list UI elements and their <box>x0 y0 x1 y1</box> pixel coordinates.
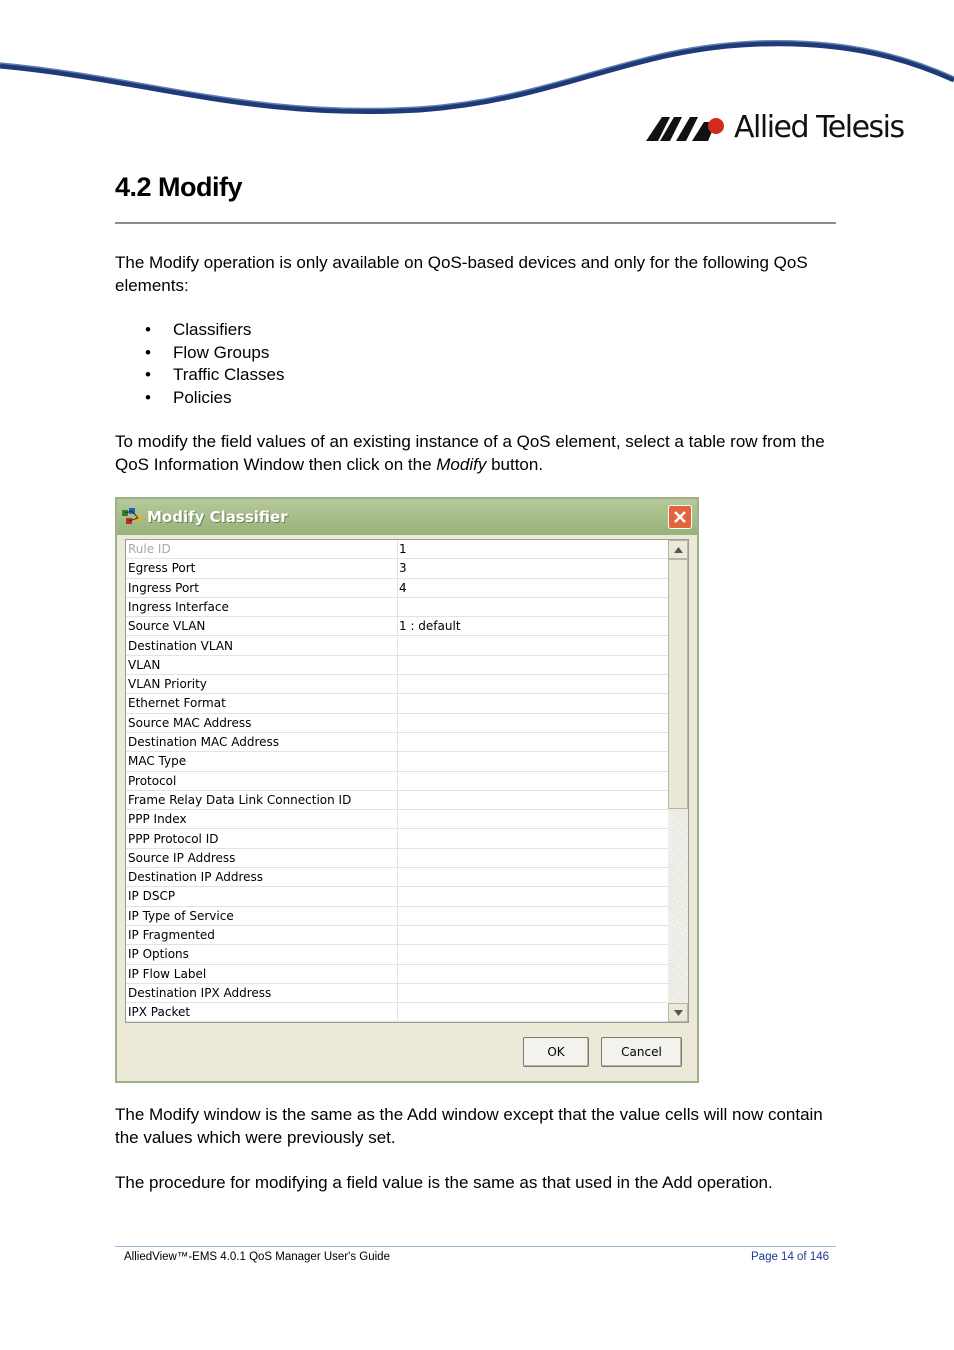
table-row[interactable] <box>126 791 668 810</box>
table-row[interactable] <box>126 733 668 752</box>
field-value-cell[interactable] <box>397 849 669 867</box>
table-row[interactable] <box>126 1003 668 1022</box>
closing-paragraph-1: The Modify window is the same as the Add window except that the value cells will now contain the values which were previously set. <box>115 1105 823 1147</box>
field-value-cell[interactable] <box>397 598 669 616</box>
field-name-cell: IPX Packet <box>128 1005 191 1020</box>
field-name-cell: IP Fragmented <box>128 928 215 942</box>
scroll-track[interactable] <box>668 809 688 1003</box>
field-value-cell[interactable] <box>397 733 669 751</box>
table-row[interactable] <box>126 559 668 578</box>
table-row[interactable] <box>126 617 668 636</box>
field-name-cell: MAC Type <box>128 754 187 769</box>
table-row[interactable] <box>126 598 668 617</box>
field-name-cell: Source MAC Address <box>128 715 252 730</box>
intro-paragraph: The Modify operation is only available on QoS-based devices and only for the following QoS elements: <box>115 253 808 295</box>
field-name-cell: Egress Port <box>128 561 196 576</box>
bullet-icon: • <box>145 387 151 407</box>
table-row[interactable] <box>126 656 668 675</box>
table-row[interactable] <box>126 984 668 1003</box>
field-value-cell[interactable] <box>397 810 669 828</box>
field-name-cell: Ingress Port <box>128 580 199 595</box>
table-row[interactable] <box>126 714 668 733</box>
table-row[interactable] <box>126 675 668 694</box>
footer-page-number: Page 14 of 146 <box>751 1251 830 1263</box>
company-logo <box>646 108 904 148</box>
modify-emphasis: Modify <box>436 454 487 474</box>
field-name-cell: Source IP Address <box>128 850 236 865</box>
app-icon <box>122 508 142 526</box>
cancel-button[interactable]: Cancel <box>601 1037 682 1067</box>
arrow-up-icon <box>674 547 683 553</box>
field-name-cell: Destination IPX Address <box>128 985 272 1000</box>
arrow-down-icon <box>674 1010 683 1016</box>
table-row[interactable] <box>126 830 668 849</box>
field-name-cell: IP Flow Label <box>128 966 207 981</box>
field-value-cell[interactable] <box>397 656 669 674</box>
field-name-cell: IP DSCP <box>128 889 176 904</box>
table-row[interactable] <box>126 772 668 791</box>
field-value-cell[interactable] <box>397 1003 669 1021</box>
table-row[interactable] <box>126 965 668 984</box>
logo-wordmark: Allied Telesis <box>734 110 904 145</box>
field-value-cell[interactable] <box>397 675 669 693</box>
field-name-cell: PPP Index <box>128 812 187 827</box>
field-name-cell: IP Options <box>128 947 189 962</box>
field-value-cell[interactable]: 1 <box>397 540 669 558</box>
field-value-cell[interactable] <box>397 868 669 886</box>
footer-document-title: AlliedView™-EMS 4.0.1 QoS Manager User's Guide <box>124 1251 390 1263</box>
title-divider <box>115 222 836 224</box>
field-value-cell[interactable] <box>397 772 669 790</box>
table-row[interactable] <box>126 810 668 829</box>
list-item: • Flow Groups <box>145 342 284 365</box>
field-value-cell[interactable] <box>397 714 669 732</box>
table-row[interactable] <box>126 540 668 559</box>
table-row[interactable] <box>126 868 668 887</box>
table-row[interactable] <box>126 907 668 926</box>
close-icon <box>672 509 688 525</box>
footer-divider <box>115 1246 836 1247</box>
field-value-cell[interactable] <box>397 887 669 905</box>
field-name-cell: Source VLAN <box>128 619 206 634</box>
table-row[interactable] <box>126 945 668 964</box>
list-item: • Policies <box>145 387 284 410</box>
section-title: 4.2 Modify <box>115 172 243 202</box>
table-row[interactable] <box>126 579 668 598</box>
dialog-titlebar[interactable] <box>117 499 697 535</box>
list-item: • Classifiers <box>145 319 284 342</box>
classifier-fields-table <box>125 539 689 1023</box>
field-name-cell: Ingress Interface <box>128 599 229 614</box>
instruction-paragraph: To modify the field values of an existing instance of a QoS element, select a table row from the QoS Information Window then click on the Modify button. <box>115 432 825 474</box>
ok-button[interactable]: OK <box>523 1037 589 1067</box>
field-value-cell[interactable] <box>397 926 669 944</box>
table-row[interactable] <box>126 752 668 771</box>
field-name-cell: VLAN Priority <box>128 677 207 692</box>
field-name-cell: Destination VLAN <box>128 638 234 653</box>
vertical-scrollbar[interactable] <box>668 540 688 1022</box>
field-name-cell: Destination MAC Address <box>128 735 280 749</box>
field-name-cell: Rule ID <box>128 542 171 556</box>
field-value-cell[interactable] <box>397 984 669 1002</box>
scroll-up-button[interactable] <box>668 540 688 559</box>
qos-element-list <box>145 319 284 409</box>
field-value-cell[interactable] <box>397 907 669 925</box>
allied-telesis-logo-mark <box>646 114 726 142</box>
field-value-cell[interactable]: 4 <box>397 579 669 597</box>
close-button[interactable] <box>668 505 692 529</box>
field-value-cell[interactable]: 3 <box>397 559 669 577</box>
table-row[interactable] <box>126 887 668 906</box>
list-item: • Traffic Classes <box>145 364 284 387</box>
table-row[interactable] <box>126 637 668 656</box>
field-value-cell[interactable] <box>397 694 669 712</box>
table-row[interactable] <box>126 694 668 713</box>
modify-classifier-dialog <box>115 497 699 1083</box>
field-name-cell: Destination IP Address <box>128 870 264 885</box>
bullet-icon: • <box>145 342 151 362</box>
field-value-cell[interactable] <box>397 752 669 770</box>
field-value-cell[interactable] <box>397 791 669 809</box>
scroll-down-button[interactable] <box>668 1003 688 1022</box>
bullet-icon: • <box>145 320 151 339</box>
field-name-cell: VLAN <box>128 657 161 672</box>
field-name-cell: Frame Relay Data Link Connection ID <box>128 792 352 807</box>
scroll-thumb[interactable] <box>668 559 688 809</box>
field-name-cell: PPP Protocol ID <box>128 831 219 846</box>
field-value-cell[interactable] <box>397 945 669 963</box>
closing-paragraph-2: The procedure for modifying a field value is the same as that used in the Add operation. <box>115 1173 773 1192</box>
field-value-cell[interactable] <box>397 965 669 983</box>
field-value-cell[interactable] <box>397 830 669 848</box>
dialog-title: Modify Classifier <box>147 508 288 526</box>
field-name-cell: Protocol <box>128 773 177 788</box>
table-row[interactable] <box>126 849 668 868</box>
bullet-icon: • <box>145 365 151 384</box>
field-value-cell[interactable] <box>397 637 669 655</box>
field-name-cell: IP Type of Service <box>128 908 234 923</box>
field-value-cell[interactable]: 1 : default <box>397 617 669 635</box>
table-row[interactable] <box>126 926 668 945</box>
field-name-cell: Ethernet Format <box>128 696 226 711</box>
